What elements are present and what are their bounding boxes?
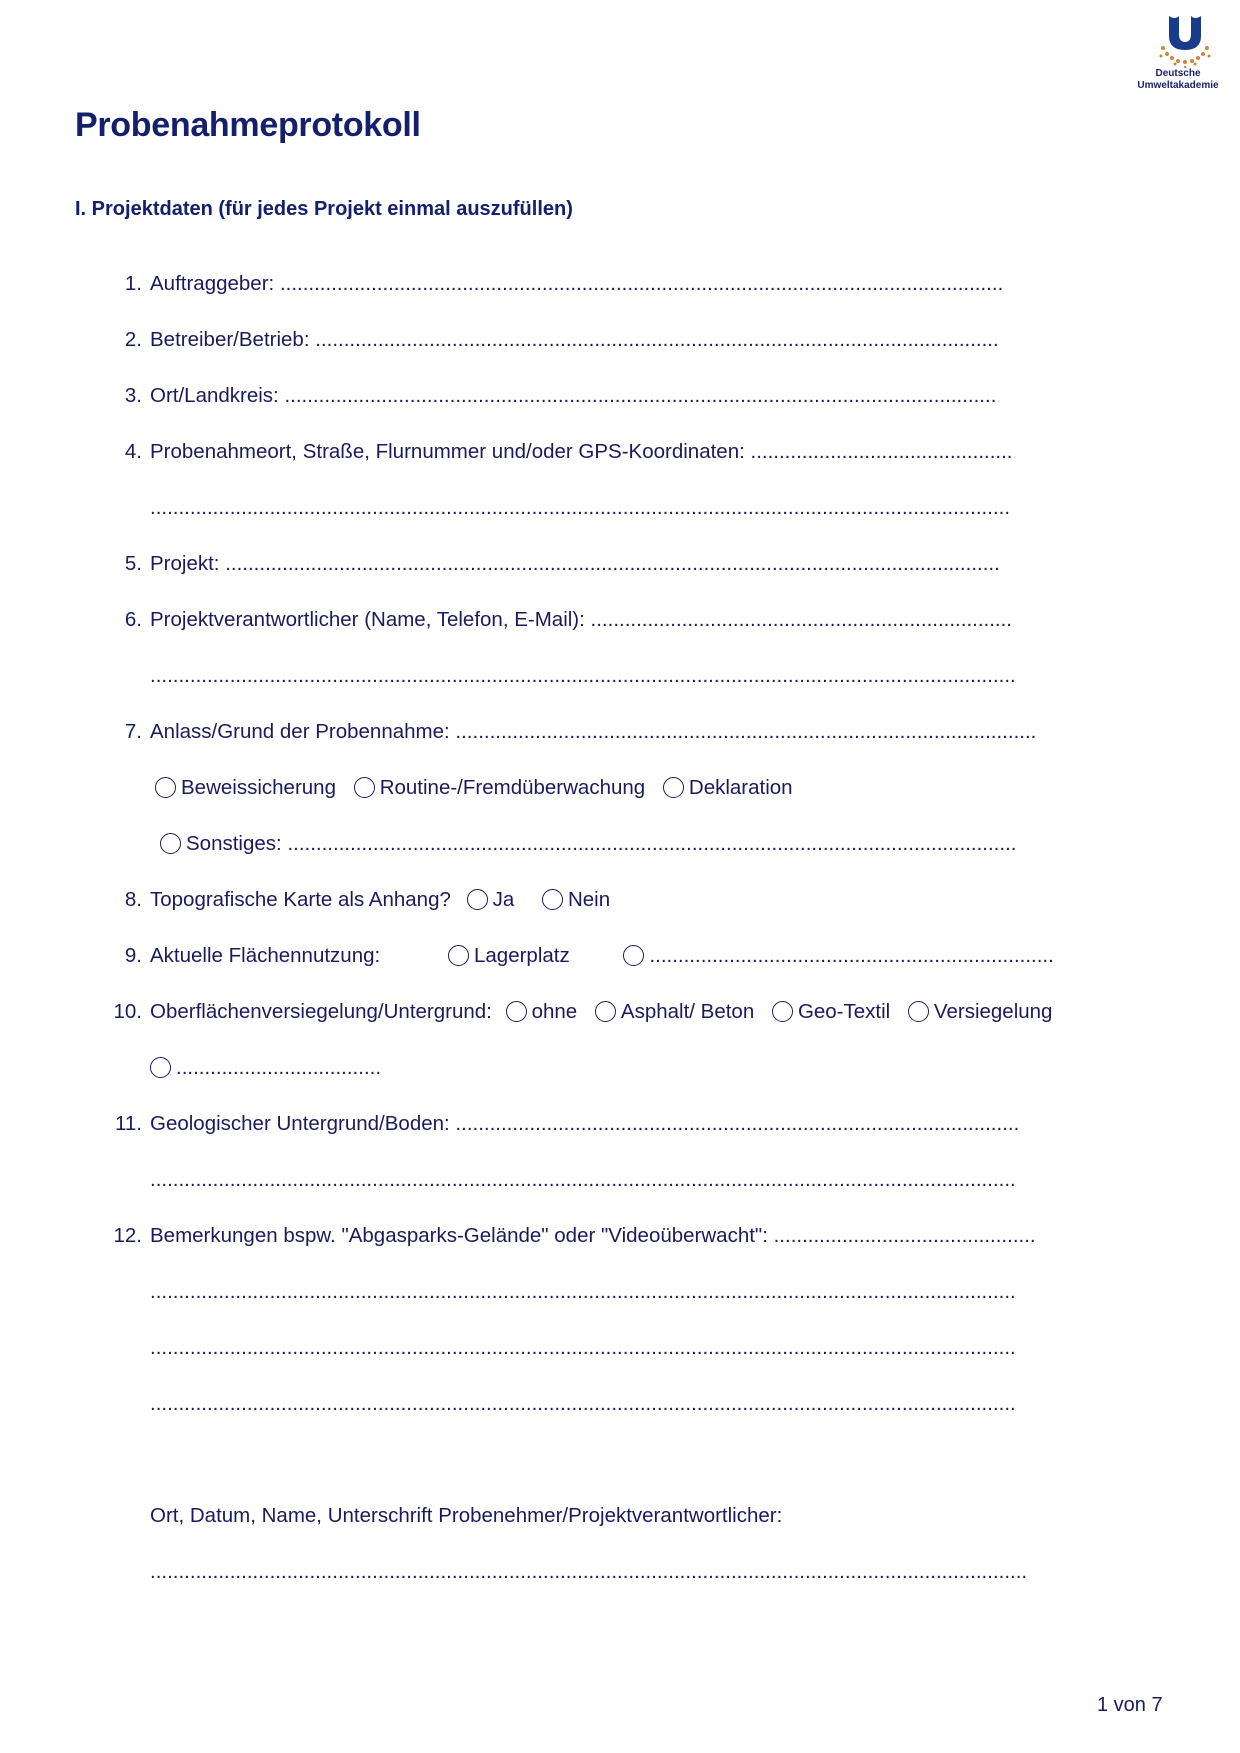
fill-line[interactable]: ................................................................................................... bbox=[455, 1112, 1020, 1135]
item-geologischer-untergrund bbox=[115, 1111, 1020, 1137]
fill-line[interactable]: .............................................. bbox=[750, 440, 1013, 463]
umweltakademie-logo-icon bbox=[1155, 12, 1215, 68]
item-bemerkungen bbox=[113, 1223, 1036, 1249]
radio-button[interactable] bbox=[448, 945, 469, 966]
option-other[interactable] bbox=[623, 943, 649, 969]
radio-button[interactable] bbox=[150, 1057, 171, 1078]
radio-button[interactable] bbox=[155, 777, 176, 798]
item-label: Ort/Landkreis: bbox=[150, 384, 279, 407]
fill-line[interactable]: ............................................................................................................................. bbox=[284, 384, 997, 407]
option-other[interactable] bbox=[150, 1055, 176, 1081]
fill-line[interactable]: ................................................................................................................................ bbox=[287, 832, 1017, 855]
item-ort-landkreis bbox=[124, 383, 997, 409]
item-number: 8. bbox=[124, 888, 142, 911]
item-anlass bbox=[124, 719, 1037, 745]
option-label: Versiegelung bbox=[933, 1000, 1053, 1023]
fill-line[interactable]: ........................................................................................................................................................ bbox=[150, 1280, 1016, 1303]
fill-line[interactable]: ........................................................................................................................................ bbox=[225, 552, 1000, 575]
radio-button[interactable] bbox=[354, 777, 375, 798]
item-geologischer-untergrund-continuation bbox=[150, 1167, 1016, 1193]
item-number: 9. bbox=[124, 944, 142, 967]
option-routine[interactable] bbox=[354, 775, 646, 801]
item-label: Projekt: bbox=[150, 552, 220, 575]
fill-line[interactable]: ........................................................................................................................................................ bbox=[150, 664, 1016, 687]
item-label: Anlass/Grund der Probennahme: bbox=[150, 720, 450, 743]
item-auftraggeber bbox=[124, 271, 1004, 297]
radio-button[interactable] bbox=[908, 1001, 929, 1022]
item-projektverantwortlicher-continuation bbox=[150, 663, 1016, 689]
item-label: Bemerkungen bspw. "Abgasparks-Gelände" oder "Videoüberwacht": bbox=[150, 1224, 768, 1247]
fill-line[interactable]: ........................................................................................................................................................ bbox=[150, 1392, 1016, 1415]
option-nein[interactable] bbox=[542, 887, 610, 913]
item-projektverantwortlicher bbox=[124, 607, 1013, 633]
fill-line[interactable]: .................................... bbox=[176, 1056, 382, 1079]
option-asphalt-beton[interactable] bbox=[595, 999, 754, 1025]
option-label: Geo-Textil bbox=[797, 1000, 891, 1023]
item-number: 2. bbox=[124, 328, 142, 351]
item-label: Projektverantwortlicher (Name, Telefon, E-Mail): bbox=[150, 608, 585, 631]
item-number: 3. bbox=[124, 384, 142, 407]
oberflaechenversiegelung-other bbox=[150, 1055, 381, 1081]
item-number: 1. bbox=[124, 272, 142, 295]
item-number: 11. bbox=[115, 1112, 142, 1135]
fill-line[interactable]: ....................................................................................................................................................... bbox=[150, 496, 1011, 519]
item-number: 12. bbox=[113, 1224, 142, 1247]
option-label: Ja bbox=[492, 888, 515, 911]
logo bbox=[1130, 12, 1240, 102]
option-ja[interactable] bbox=[467, 887, 515, 913]
item-label: Betreiber/Betrieb: bbox=[150, 328, 310, 351]
option-geo-textil[interactable] bbox=[772, 999, 890, 1025]
fill-line[interactable]: ........................................................................................................................................................ bbox=[150, 1168, 1016, 1191]
fill-line[interactable]: ...................................................................................................... bbox=[455, 720, 1037, 743]
radio-button[interactable] bbox=[595, 1001, 616, 1022]
item-oberflaechenversiegelung bbox=[113, 999, 1053, 1025]
option-label: ohne bbox=[531, 1000, 578, 1023]
item-label: Geologischer Untergrund/Boden: bbox=[150, 1112, 450, 1135]
option-sonstiges[interactable] bbox=[160, 831, 282, 857]
fill-line[interactable]: .......................................................................................................................................................... bbox=[150, 1560, 1028, 1583]
radio-button[interactable] bbox=[772, 1001, 793, 1022]
option-label: Sonstiges: bbox=[186, 832, 282, 855]
item-number: 10. bbox=[113, 1000, 142, 1023]
radio-button[interactable] bbox=[542, 889, 563, 910]
option-deklaration[interactable] bbox=[663, 775, 793, 801]
item-flaechennutzung bbox=[124, 943, 381, 969]
option-label: Routine-/Fremdüberwachung bbox=[379, 776, 646, 799]
radio-button[interactable] bbox=[467, 889, 488, 910]
option-label: Beweissicherung bbox=[181, 776, 336, 799]
radio-button[interactable] bbox=[506, 1001, 527, 1022]
option-label: Lagerplatz bbox=[474, 944, 570, 967]
item-projekt bbox=[124, 551, 1000, 577]
item-probenahmeort bbox=[124, 439, 1013, 465]
page-title: Probenahmeprotokoll bbox=[75, 106, 421, 144]
fill-line[interactable]: ....................................................................... bbox=[649, 944, 1054, 967]
item-number: 4. bbox=[124, 440, 142, 463]
item-number: 6. bbox=[124, 608, 142, 631]
item-label: Oberflächenversiegelung/Untergrund: bbox=[150, 1000, 492, 1023]
logo-text bbox=[1118, 68, 1238, 92]
item-number: 5. bbox=[124, 552, 142, 575]
fill-line[interactable]: .............................................. bbox=[773, 1224, 1036, 1247]
logo-line-2: Umweltakademie bbox=[1137, 80, 1219, 91]
option-versiegelung[interactable] bbox=[908, 999, 1053, 1025]
item-label: Probenahmeort, Straße, Flurnummer und/oder GPS-Koordinaten: bbox=[150, 440, 745, 463]
signature-line bbox=[150, 1559, 1027, 1585]
item-bemerkungen-continuation-3 bbox=[150, 1391, 1016, 1417]
option-label: Asphalt/ Beton bbox=[620, 1000, 755, 1023]
item-label: Topografische Karte als Anhang? bbox=[150, 888, 451, 911]
signature-label: Ort, Datum, Name, Unterschrift Probenehmer/Projektverantwortlicher: bbox=[150, 1504, 783, 1527]
radio-button[interactable] bbox=[623, 945, 644, 966]
item-bemerkungen-continuation-1 bbox=[150, 1279, 1016, 1305]
section-title: I. Projektdaten (für jedes Projekt einmal auszufüllen) bbox=[75, 198, 573, 220]
option-ohne[interactable] bbox=[506, 999, 578, 1025]
item-bemerkungen-continuation-2 bbox=[150, 1335, 1016, 1361]
radio-button[interactable] bbox=[663, 777, 684, 798]
option-beweissicherung[interactable] bbox=[155, 775, 336, 801]
logo-line-1: Deutsche bbox=[1155, 68, 1201, 79]
flaechennutzung-options bbox=[448, 943, 1054, 969]
fill-line[interactable]: ........................................................................................................................................................ bbox=[150, 1336, 1016, 1359]
fill-line[interactable]: .......................................................................... bbox=[590, 608, 1013, 631]
option-label: Deklaration bbox=[688, 776, 793, 799]
item-betreiber bbox=[124, 327, 999, 353]
fill-line[interactable]: ........................................................................................................................ bbox=[315, 328, 999, 351]
item-number: 7. bbox=[124, 720, 142, 743]
option-lagerplatz[interactable] bbox=[448, 943, 570, 969]
page-number: 1 von 7 bbox=[1097, 1694, 1163, 1716]
anlass-other bbox=[160, 831, 1016, 857]
option-label: Nein bbox=[567, 888, 611, 911]
item-label: Auftraggeber: bbox=[150, 272, 275, 295]
radio-button[interactable] bbox=[160, 833, 181, 854]
fill-line[interactable]: ............................................................................................................................... bbox=[279, 272, 1004, 295]
item-probenahmeort-continuation bbox=[150, 495, 1010, 521]
item-topografische-karte bbox=[124, 887, 611, 913]
item-label: Aktuelle Flächennutzung: bbox=[150, 944, 381, 967]
anlass-options bbox=[155, 775, 793, 801]
